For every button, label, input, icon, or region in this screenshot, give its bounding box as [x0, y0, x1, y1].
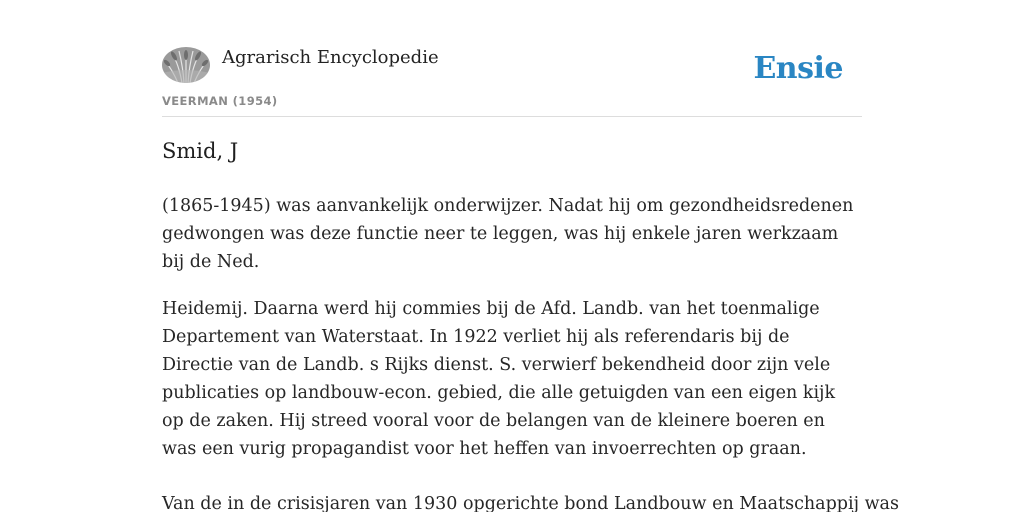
entry-title: Smid, J	[162, 139, 239, 163]
brand-logo[interactable]: Ensie	[753, 51, 843, 86]
source-meta: VEERMAN (1954)	[162, 94, 278, 108]
entry-paragraph: Heidemij. Daarna werd hij commies bij de Afd. Landb. van het toenmalige Departement van Waterstaat. In 1922 verliet hij als referendaris bij de Directie van de Landb. s Rijks dienst. S. verwierf bekendheid door zijn vele publicaties op landbouw-econ. gebied, die alle getuigden van een eigen kijk op de zaken. Hij streed vooral voor de belangen van de kleinere boeren en was een vurig propagandist voor het heffen van invoerrechten op graan.	[162, 299, 836, 459]
article-page	[162, 0, 899, 512]
source-title[interactable]: Agrarisch Encyclopedie	[222, 47, 439, 68]
wheat-sheaf-icon[interactable]	[162, 47, 210, 83]
source-header	[162, 46, 862, 117]
entry-paragraph: Van de in de crisisjaren van 1930 opgerichte bond Landbouw en Maatschappij was	[162, 494, 899, 512]
entry-paragraph: (1865-1945) was aanvankelijk onderwijzer. Nadat hij om gezondheidsredenen gedwongen was deze functie neer te leggen, was hij enkele jaren werkzaam bij de Ned.	[162, 196, 854, 272]
